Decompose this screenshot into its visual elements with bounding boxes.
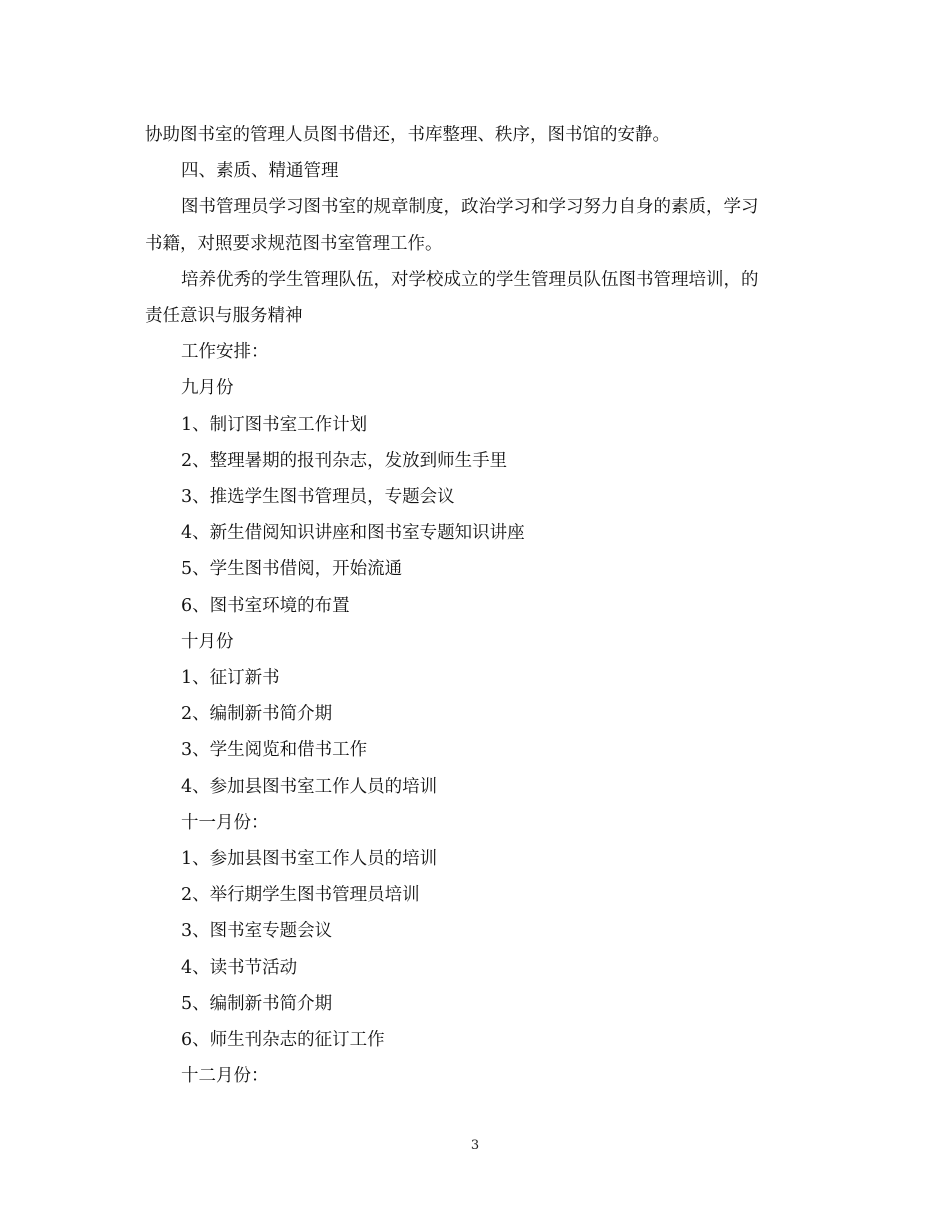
- text-line: 3、学生阅览和借书工作: [181, 740, 368, 761]
- text-line: 4、读书节活动: [181, 957, 298, 978]
- page-number: 3: [470, 1138, 480, 1153]
- text-line: 十一月份：: [181, 812, 269, 833]
- text-line: 3、图书室专题会议: [181, 921, 333, 942]
- text-line: 3、推选学生图书管理员，专题会议: [181, 487, 455, 508]
- text-line: 1、征订新书: [181, 668, 280, 689]
- text-line: 2、编制新书简介期: [181, 704, 333, 725]
- text-line: 图书管理员学习图书室的规章制度，政治学习和学习努力自身的素质，学习: [181, 197, 759, 218]
- text-line: 十月份: [181, 631, 234, 652]
- document-body: [145, 117, 810, 1094]
- text-line: 四、素质、精通管理: [181, 161, 339, 182]
- text-line: 书籍，对照要求规范图书室管理工作。: [145, 233, 443, 254]
- text-line: 4、参加县图书室工作人员的培训: [181, 776, 438, 797]
- text-line: 协助图书室的管理人员图书借还，书库整理、秩序，图书馆的安静。: [145, 125, 670, 145]
- text-line: 2、整理暑期的报刊杂志，发放到师生手里: [181, 450, 508, 471]
- text-line: 2、举行期学生图书管理员培训: [181, 885, 420, 906]
- text-line: 十二月份：: [181, 1066, 269, 1087]
- text-line: 培养优秀的学生管理队伍，对学校成立的学生管理员队伍图书管理培训，的: [181, 269, 759, 290]
- text-line: 1、制订图书室工作计划: [181, 414, 368, 435]
- text-line: 1、参加县图书室工作人员的培训: [181, 849, 438, 870]
- text-line: 九月份: [181, 378, 234, 399]
- text-line: 5、编制新书简介期: [181, 993, 333, 1014]
- text-line: 5、学生图书借阅，开始流通: [181, 559, 403, 580]
- text-line: 工作安排：: [181, 342, 269, 363]
- text-line: 6、师生刊杂志的征订工作: [181, 1030, 385, 1051]
- text-line: 4、新生借阅知识讲座和图书室专题知识讲座: [181, 523, 525, 544]
- text-line: 6、图书室环境的布置: [181, 595, 350, 616]
- text-line: 责任意识与服务精神: [145, 306, 303, 327]
